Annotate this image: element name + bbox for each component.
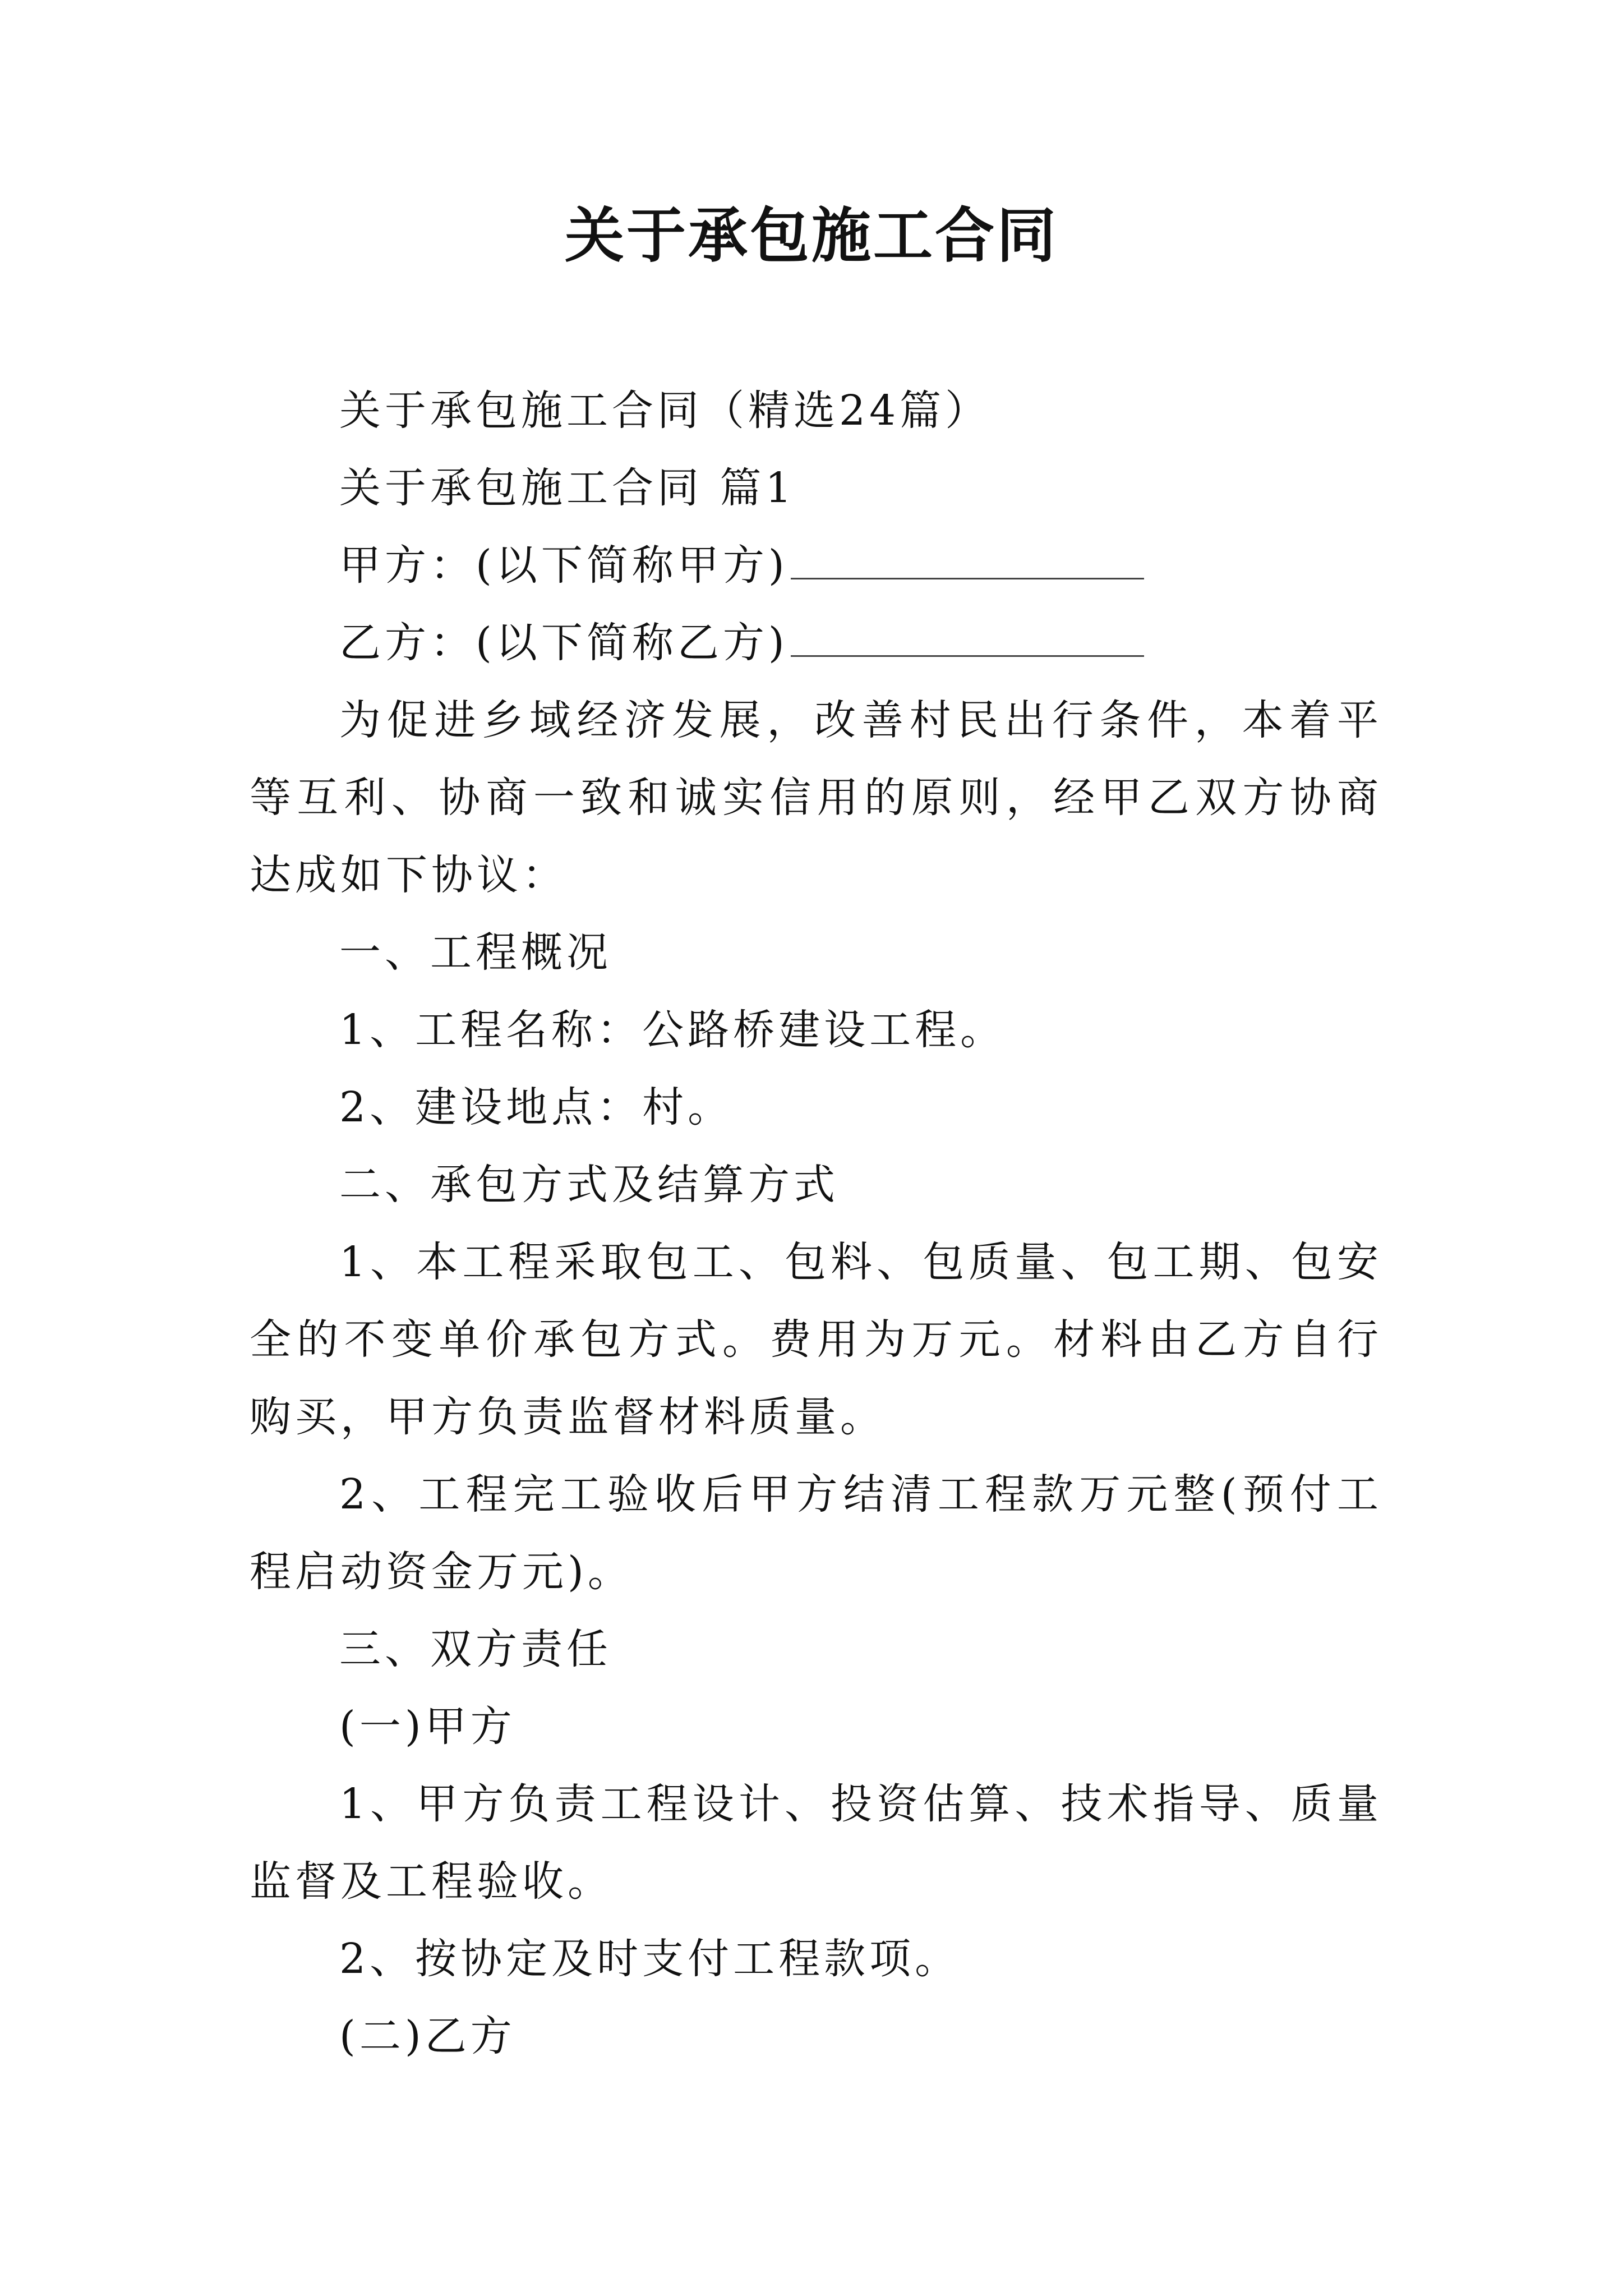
paragraph-contract-method: 1、本工程采取包工、包料、包质量、包工期、包安全的不变单价承包方式。费用为万元。材料由乙方自行购买，甲方负责监督材料质量。 <box>250 1238 1382 1441</box>
heading-project-overview: 一、工程概况 <box>339 928 612 977</box>
paragraph-preamble: 为促进乡域经济发展，改善村民出行条件，本着平等互利、协商一致和诚实信用的原则，经甲乙双方协商达成如下协议： <box>250 696 1382 899</box>
party-a-line <box>250 527 1382 604</box>
paragraph-party-a-duty-1: 1、甲方负责工程设计、投资估算、技术指导、质量监督及工程验收。 <box>250 1780 1382 1906</box>
paragraph-payment: 2、工程完工验收后甲方结清工程款万元整(预付工程启动资金万元)。 <box>250 1470 1382 1596</box>
party-b-line <box>250 604 1382 682</box>
document-body <box>250 372 1382 2075</box>
paragraph-party-a-duty-2: 2、按协定及时支付工程款项。 <box>339 1935 961 1983</box>
paragraph-project-location: 2、建设地点：村。 <box>339 1083 734 1131</box>
party-a-label: 甲方：(以下简称甲方) <box>339 541 789 590</box>
heading-responsibilities: 三、双方责任 <box>339 1625 612 1673</box>
section-heading: 关于承包施工合同 篇1 <box>339 464 796 512</box>
paragraph-project-name: 1、工程名称：公路桥建设工程。 <box>339 1006 1006 1054</box>
party-b-label: 乙方：(以下简称乙方) <box>339 619 789 667</box>
document-title: 关于承包施工合同 <box>565 200 1058 270</box>
heading-party-a: (一)甲方 <box>339 1703 516 1751</box>
heading-contract-settlement: 二、承包方式及结算方式 <box>339 1161 839 1209</box>
document-subtitle: 关于承包施工合同（精选24篇） <box>339 386 991 435</box>
party-a-blank-line <box>791 541 1144 579</box>
party-b-blank-line <box>791 618 1144 657</box>
heading-party-b: (二)乙方 <box>339 2012 516 2060</box>
